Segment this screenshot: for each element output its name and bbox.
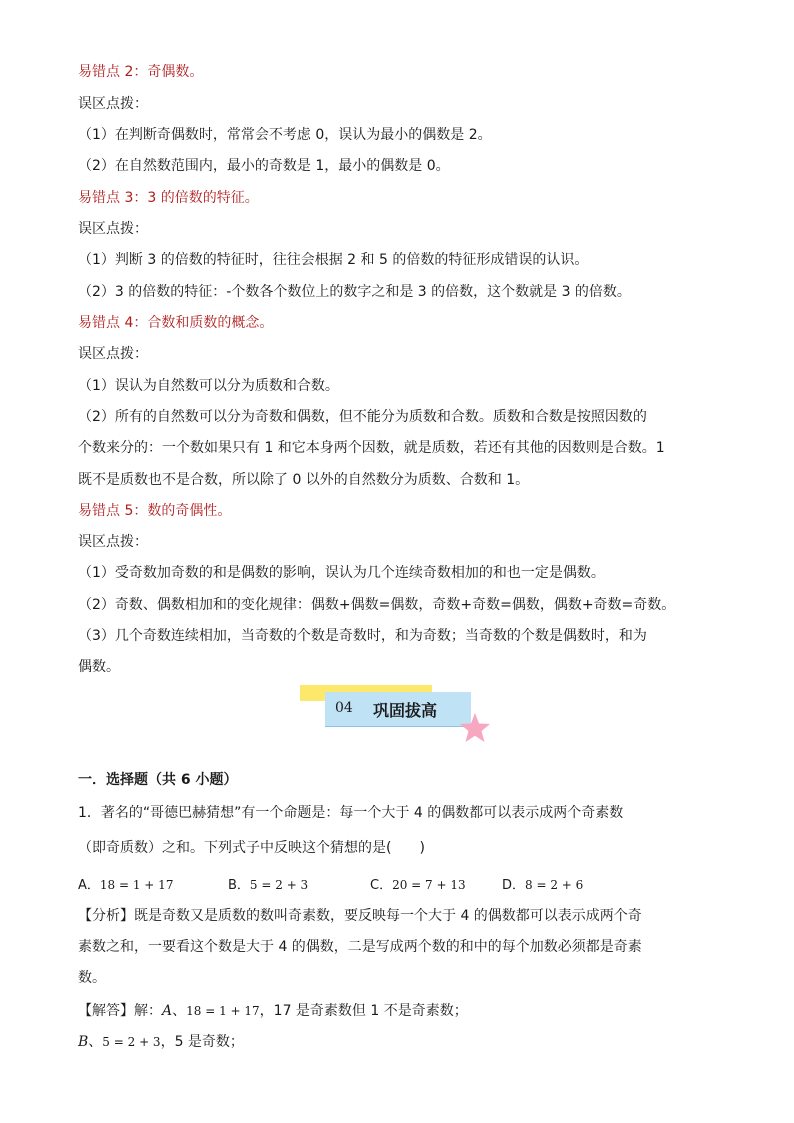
section-title-4: 易错点 4：合数和质数的概念。 (78, 315, 274, 331)
section-banner (298, 683, 498, 753)
option-b[interactable] (228, 874, 308, 893)
section-title-5: 易错点 5：数的奇偶性。 (78, 503, 232, 519)
option-d-letter: D． (502, 878, 526, 893)
paragraph-2-2: （2）在自然数范围内，最小的奇数是 1，最小的偶数是 0。 (78, 158, 450, 174)
option-d[interactable] (502, 874, 583, 893)
paragraph-3-1: （1）判断 3 的倍数的特征时，往往会根据 2 和 5 的倍数的特征形成错误的认识。 (78, 252, 589, 268)
answer-b-text: ，5 是奇数； (160, 1034, 244, 1050)
analysis-line-1: 【分析】既是奇数又是质数的数叫奇素数，要反映每一个大于 4 的偶数都可以表示成两个奇 (78, 908, 642, 924)
answer-line-b (78, 1032, 740, 1052)
paragraph-5-2: （2）奇数、偶数相加和的变化规律：偶数+偶数=偶数，奇数+奇数=偶数，偶数+奇数=奇数。 (78, 597, 676, 613)
tip-label-3: 误区点拨： (78, 221, 148, 237)
paragraph-3-2: （2）3 的倍数的特征：-个数各个数位上的数字之和是 3 的倍数，这个数就是 3 的倍数。 (78, 284, 631, 300)
section-title-2: 易错点 2：奇偶数。 (78, 64, 204, 80)
option-c[interactable] (370, 874, 466, 893)
answer-label: 【解答】解： (78, 1003, 162, 1019)
paragraph-5-3b: 偶数。 (78, 659, 120, 675)
question-1-line-1: 1．著名的“哥德巴赫猜想”有一个命题是：每一个大于 4 的偶数都可以表示成两个奇素数 (78, 805, 624, 821)
banner-title: 巩固拔高 (373, 701, 438, 720)
paragraph-4-2c: 既不是质数也不是合数，所以除了 0 以外的自然数分为质数、合数和 1。 (78, 472, 530, 488)
tip-label-2: 误区点拨： (78, 96, 148, 112)
option-c-letter: C． (370, 878, 393, 893)
star-icon (458, 711, 492, 745)
analysis-line-3: 数。 (78, 970, 106, 986)
answer-a-text: ，17 是奇素数但 1 不是奇素数； (259, 1003, 468, 1019)
answer-line-a (78, 1001, 740, 1021)
answer-b-separator: 、 (88, 1034, 103, 1050)
question-1-line-2: （即奇质数）之和。下列式子中反映这个猜想的是( ) (78, 840, 425, 856)
paragraph-4-2a: （2）所有的自然数可以分为奇数和偶数，但不能分为质数和合数。质数和合数是按照因数的 (78, 409, 647, 425)
paragraph-4-1: （1）误认为自然数可以分为质数和合数。 (78, 378, 339, 394)
section-title-3: 易错点 3：3 的倍数的特征。 (78, 190, 259, 206)
answer-a-separator: 、 (172, 1003, 187, 1019)
option-b-expression: 5 = 2 + 3 (249, 878, 309, 892)
option-a[interactable] (78, 874, 173, 893)
question-section-heading: 一．选择题（共 6 小题） (78, 772, 238, 788)
tip-label-4: 误区点拨： (78, 346, 148, 362)
answer-b-expression: 5 = 2 + 3 (102, 1035, 161, 1049)
option-a-letter: A． (78, 878, 100, 893)
tip-label-5: 误区点拨： (78, 534, 148, 550)
option-b-letter: B． (228, 878, 250, 893)
option-d-expression: 8 = 2 + 6 (525, 878, 584, 892)
option-c-expression: 20 = 7 + 13 (392, 878, 466, 892)
answer-a-letter: A (162, 1003, 173, 1019)
analysis-line-2: 素数之和，一要看这个数是大于 4 的偶数，二是写成两个数的和中的每个加数必须都是奇素 (78, 939, 642, 955)
answer-options (78, 874, 738, 894)
answer-a-expression: 18 = 1 + 17 (186, 1004, 260, 1018)
option-a-expression: 18 = 1 + 17 (99, 878, 174, 892)
paragraph-5-3a: （3）几个奇数连续相加，当奇数的个数是奇数时，和为奇数；当奇数的个数是偶数时，和为 (78, 628, 647, 644)
paragraph-5-1: （1）受奇数加奇数的和是偶数的影响，误认为几个连续奇数相加的和也一定是偶数。 (78, 565, 605, 581)
paragraph-2-1: （1）在判断奇偶数时，常常会不考虑 0，误认为最小的偶数是 2。 (78, 127, 492, 143)
banner-number: 04 (335, 700, 353, 716)
banner-box (325, 692, 471, 727)
answer-b-letter: B (78, 1034, 89, 1050)
paragraph-4-2b: 个数来分的：一个数如果只有 1 和它本身两个因数，就是质数，若还有其他的因数则是合数。1 (78, 440, 665, 456)
